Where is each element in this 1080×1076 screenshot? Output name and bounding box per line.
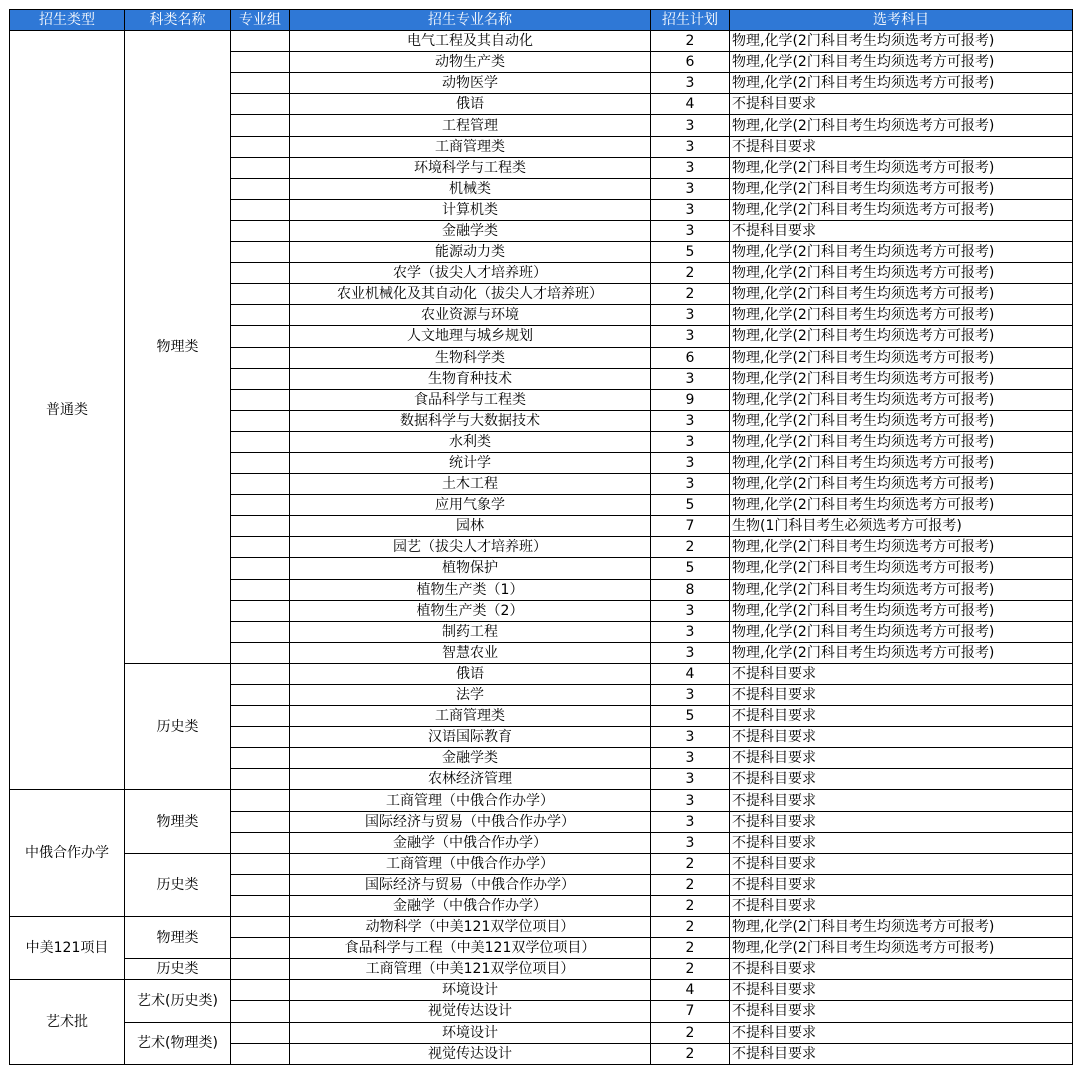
major-group-cell — [231, 1022, 290, 1043]
category-cell: 物理类 — [125, 917, 231, 959]
subject-requirement-cell: 不提科目要求 — [730, 769, 1073, 790]
plan-count-cell: 3 — [651, 748, 730, 769]
major-group-cell — [231, 136, 290, 157]
major-name-cell: 动物生产类 — [290, 52, 651, 73]
major-group-cell — [231, 1001, 290, 1022]
subject-requirement-cell: 物理,化学(2门科目考生均须选考方可报考) — [730, 410, 1073, 431]
major-name-cell: 农业资源与环境 — [290, 305, 651, 326]
table-row — [10, 853, 1073, 874]
subject-requirement-cell: 物理,化学(2门科目考生均须选考方可报考) — [730, 157, 1073, 178]
admission-plan-table — [9, 9, 1073, 1065]
major-name-cell: 农业机械化及其自动化（拔尖人才培养班） — [290, 284, 651, 305]
major-name-cell: 金融学（中俄合作办学） — [290, 895, 651, 916]
category-cell: 艺术(历史类) — [125, 980, 231, 1022]
major-name-cell: 法学 — [290, 685, 651, 706]
major-name-cell: 视觉传达设计 — [290, 1043, 651, 1064]
subject-requirement-cell: 物理,化学(2门科目考生均须选考方可报考) — [730, 368, 1073, 389]
major-name-cell: 园林 — [290, 516, 651, 537]
plan-count-cell: 3 — [651, 727, 730, 748]
subject-requirement-cell: 物理,化学(2门科目考生均须选考方可报考) — [730, 178, 1073, 199]
major-name-cell: 生物育种技术 — [290, 368, 651, 389]
table-row — [10, 980, 1073, 1001]
header-major-group: 专业组 — [231, 10, 290, 31]
major-name-cell: 环境科学与工程类 — [290, 157, 651, 178]
subject-requirement-cell: 物理,化学(2门科目考生均须选考方可报考) — [730, 558, 1073, 579]
category-cell: 历史类 — [125, 853, 231, 916]
header-major-name: 招生专业名称 — [290, 10, 651, 31]
subject-requirement-cell: 不提科目要求 — [730, 685, 1073, 706]
subject-requirement-cell: 不提科目要求 — [730, 832, 1073, 853]
major-name-cell: 人文地理与城乡规划 — [290, 326, 651, 347]
plan-count-cell: 3 — [651, 326, 730, 347]
plan-count-cell: 3 — [651, 431, 730, 452]
subject-requirement-cell: 物理,化学(2门科目考生均须选考方可报考) — [730, 305, 1073, 326]
major-name-cell: 工商管理类 — [290, 136, 651, 157]
major-group-cell — [231, 516, 290, 537]
category-cell: 物理类 — [125, 790, 231, 853]
subject-requirement-cell: 不提科目要求 — [730, 706, 1073, 727]
admission-type-cell: 中俄合作办学 — [10, 790, 125, 917]
admission-plan-table-container — [9, 9, 1073, 1065]
table-row — [10, 790, 1073, 811]
plan-count-cell: 2 — [651, 895, 730, 916]
subject-requirement-cell: 物理,化学(2门科目考生均须选考方可报考) — [730, 917, 1073, 938]
major-group-cell — [231, 938, 290, 959]
plan-count-cell: 3 — [651, 220, 730, 241]
major-group-cell — [231, 31, 290, 52]
subject-requirement-cell: 不提科目要求 — [730, 220, 1073, 241]
plan-count-cell: 9 — [651, 389, 730, 410]
subject-requirement-cell: 物理,化学(2门科目考生均须选考方可报考) — [730, 452, 1073, 473]
plan-count-cell: 5 — [651, 495, 730, 516]
subject-requirement-cell: 不提科目要求 — [730, 94, 1073, 115]
major-group-cell — [231, 474, 290, 495]
category-cell: 艺术(物理类) — [125, 1022, 231, 1064]
major-group-cell — [231, 663, 290, 684]
plan-count-cell: 3 — [651, 305, 730, 326]
major-group-cell — [231, 52, 290, 73]
plan-count-cell: 2 — [651, 284, 730, 305]
subject-requirement-cell: 物理,化学(2门科目考生均须选考方可报考) — [730, 621, 1073, 642]
plan-count-cell: 7 — [651, 516, 730, 537]
header-admission-type: 招生类型 — [10, 10, 125, 31]
table-body — [10, 31, 1073, 1065]
table-row — [10, 1022, 1073, 1043]
subject-requirement-cell: 物理,化学(2门科目考生均须选考方可报考) — [730, 31, 1073, 52]
major-group-cell — [231, 748, 290, 769]
subject-requirement-cell: 不提科目要求 — [730, 663, 1073, 684]
subject-requirement-cell: 不提科目要求 — [730, 1022, 1073, 1043]
major-name-cell: 金融学类 — [290, 220, 651, 241]
major-group-cell — [231, 558, 290, 579]
major-group-cell — [231, 790, 290, 811]
plan-count-cell: 2 — [651, 917, 730, 938]
plan-count-cell: 2 — [651, 31, 730, 52]
plan-count-cell: 3 — [651, 769, 730, 790]
major-name-cell: 数据科学与大数据技术 — [290, 410, 651, 431]
plan-count-cell: 4 — [651, 980, 730, 1001]
plan-count-cell: 2 — [651, 853, 730, 874]
major-name-cell: 应用气象学 — [290, 495, 651, 516]
major-group-cell — [231, 389, 290, 410]
plan-count-cell: 2 — [651, 1022, 730, 1043]
major-name-cell: 金融学（中俄合作办学） — [290, 832, 651, 853]
subject-requirement-cell: 物理,化学(2门科目考生均须选考方可报考) — [730, 73, 1073, 94]
plan-count-cell: 3 — [651, 410, 730, 431]
major-name-cell: 环境设计 — [290, 1022, 651, 1043]
plan-count-cell: 3 — [651, 642, 730, 663]
major-name-cell: 食品科学与工程类 — [290, 389, 651, 410]
plan-count-cell: 3 — [651, 621, 730, 642]
subject-requirement-cell: 物理,化学(2门科目考生均须选考方可报考) — [730, 938, 1073, 959]
admission-type-cell: 中美121项目 — [10, 917, 125, 980]
major-group-cell — [231, 811, 290, 832]
header-row — [10, 10, 1073, 31]
major-name-cell: 农林经济管理 — [290, 769, 651, 790]
major-name-cell: 机械类 — [290, 178, 651, 199]
major-name-cell: 统计学 — [290, 452, 651, 473]
major-name-cell: 金融学类 — [290, 748, 651, 769]
subject-requirement-cell: 不提科目要求 — [730, 790, 1073, 811]
major-group-cell — [231, 832, 290, 853]
major-name-cell: 工商管理（中俄合作办学） — [290, 790, 651, 811]
subject-requirement-cell: 物理,化学(2门科目考生均须选考方可报考) — [730, 199, 1073, 220]
subject-requirement-cell: 不提科目要求 — [730, 895, 1073, 916]
major-group-cell — [231, 853, 290, 874]
major-group-cell — [231, 242, 290, 263]
major-group-cell — [231, 157, 290, 178]
plan-count-cell: 5 — [651, 558, 730, 579]
major-name-cell: 工程管理 — [290, 115, 651, 136]
major-group-cell — [231, 495, 290, 516]
major-group-cell — [231, 980, 290, 1001]
major-group-cell — [231, 917, 290, 938]
subject-requirement-cell: 物理,化学(2门科目考生均须选考方可报考) — [730, 600, 1073, 621]
plan-count-cell: 6 — [651, 347, 730, 368]
major-name-cell: 水利类 — [290, 431, 651, 452]
major-group-cell — [231, 537, 290, 558]
major-group-cell — [231, 326, 290, 347]
subject-requirement-cell: 物理,化学(2门科目考生均须选考方可报考) — [730, 579, 1073, 600]
table-row — [10, 959, 1073, 980]
major-group-cell — [231, 178, 290, 199]
plan-count-cell: 4 — [651, 94, 730, 115]
major-name-cell: 智慧农业 — [290, 642, 651, 663]
subject-requirement-cell: 不提科目要求 — [730, 811, 1073, 832]
subject-requirement-cell: 物理,化学(2门科目考生均须选考方可报考) — [730, 242, 1073, 263]
subject-requirement-cell: 物理,化学(2门科目考生均须选考方可报考) — [730, 347, 1073, 368]
subject-requirement-cell: 物理,化学(2门科目考生均须选考方可报考) — [730, 389, 1073, 410]
major-name-cell: 环境设计 — [290, 980, 651, 1001]
major-group-cell — [231, 368, 290, 389]
subject-requirement-cell: 物理,化学(2门科目考生均须选考方可报考) — [730, 474, 1073, 495]
header-category-name: 科类名称 — [125, 10, 231, 31]
header-plan-count: 招生计划 — [651, 10, 730, 31]
plan-count-cell: 3 — [651, 832, 730, 853]
admission-type-cell: 艺术批 — [10, 980, 125, 1064]
plan-count-cell: 3 — [651, 73, 730, 94]
subject-requirement-cell: 不提科目要求 — [730, 980, 1073, 1001]
subject-requirement-cell: 物理,化学(2门科目考生均须选考方可报考) — [730, 642, 1073, 663]
plan-count-cell: 3 — [651, 685, 730, 706]
major-name-cell: 俄语 — [290, 663, 651, 684]
subject-requirement-cell: 不提科目要求 — [730, 874, 1073, 895]
major-group-cell — [231, 874, 290, 895]
subject-requirement-cell: 物理,化学(2门科目考生均须选考方可报考) — [730, 431, 1073, 452]
major-group-cell — [231, 305, 290, 326]
plan-count-cell: 2 — [651, 1043, 730, 1064]
plan-count-cell: 3 — [651, 811, 730, 832]
plan-count-cell: 2 — [651, 938, 730, 959]
major-name-cell: 土木工程 — [290, 474, 651, 495]
category-cell: 历史类 — [125, 959, 231, 980]
plan-count-cell: 2 — [651, 263, 730, 284]
major-group-cell — [231, 431, 290, 452]
plan-count-cell: 3 — [651, 452, 730, 473]
plan-count-cell: 3 — [651, 178, 730, 199]
major-name-cell: 计算机类 — [290, 199, 651, 220]
subject-requirement-cell: 不提科目要求 — [730, 748, 1073, 769]
plan-count-cell: 5 — [651, 242, 730, 263]
major-name-cell: 园艺（拔尖人才培养班） — [290, 537, 651, 558]
major-group-cell — [231, 706, 290, 727]
plan-count-cell: 3 — [651, 157, 730, 178]
major-name-cell: 动物科学（中美121双学位项目） — [290, 917, 651, 938]
major-name-cell: 能源动力类 — [290, 242, 651, 263]
subject-requirement-cell: 物理,化学(2门科目考生均须选考方可报考) — [730, 52, 1073, 73]
major-name-cell: 农学（拔尖人才培养班） — [290, 263, 651, 284]
subject-requirement-cell: 不提科目要求 — [730, 1043, 1073, 1064]
plan-count-cell: 2 — [651, 959, 730, 980]
major-group-cell — [231, 410, 290, 431]
plan-count-cell: 3 — [651, 790, 730, 811]
major-name-cell: 工商管理类 — [290, 706, 651, 727]
subject-requirement-cell: 不提科目要求 — [730, 1001, 1073, 1022]
major-group-cell — [231, 1043, 290, 1064]
plan-count-cell: 2 — [651, 537, 730, 558]
major-group-cell — [231, 600, 290, 621]
major-group-cell — [231, 220, 290, 241]
plan-count-cell: 3 — [651, 199, 730, 220]
major-name-cell: 工商管理（中美121双学位项目） — [290, 959, 651, 980]
subject-requirement-cell: 物理,化学(2门科目考生均须选考方可报考) — [730, 537, 1073, 558]
subject-requirement-cell: 不提科目要求 — [730, 727, 1073, 748]
major-group-cell — [231, 959, 290, 980]
admission-type-cell: 普通类 — [10, 31, 125, 790]
subject-requirement-cell: 生物(1门科目考生必须选考方可报考) — [730, 516, 1073, 537]
major-name-cell: 食品科学与工程（中美121双学位项目） — [290, 938, 651, 959]
major-group-cell — [231, 727, 290, 748]
category-cell: 物理类 — [125, 31, 231, 664]
header-subject-requirement: 选考科目 — [730, 10, 1073, 31]
subject-requirement-cell: 物理,化学(2门科目考生均须选考方可报考) — [730, 115, 1073, 136]
table-row — [10, 31, 1073, 52]
major-group-cell — [231, 621, 290, 642]
major-group-cell — [231, 263, 290, 284]
major-name-cell: 俄语 — [290, 94, 651, 115]
major-group-cell — [231, 284, 290, 305]
subject-requirement-cell: 不提科目要求 — [730, 959, 1073, 980]
plan-count-cell: 3 — [651, 600, 730, 621]
plan-count-cell: 3 — [651, 368, 730, 389]
table-row — [10, 663, 1073, 684]
plan-count-cell: 8 — [651, 579, 730, 600]
major-name-cell: 植物生产类（1） — [290, 579, 651, 600]
major-group-cell — [231, 642, 290, 663]
major-name-cell: 国际经济与贸易（中俄合作办学） — [290, 811, 651, 832]
major-group-cell — [231, 452, 290, 473]
subject-requirement-cell: 物理,化学(2门科目考生均须选考方可报考) — [730, 495, 1073, 516]
plan-count-cell: 5 — [651, 706, 730, 727]
major-group-cell — [231, 769, 290, 790]
major-group-cell — [231, 685, 290, 706]
major-group-cell — [231, 895, 290, 916]
major-group-cell — [231, 73, 290, 94]
major-group-cell — [231, 579, 290, 600]
plan-count-cell: 4 — [651, 663, 730, 684]
table-row — [10, 917, 1073, 938]
subject-requirement-cell: 不提科目要求 — [730, 136, 1073, 157]
plan-count-cell: 3 — [651, 136, 730, 157]
category-cell: 历史类 — [125, 663, 231, 790]
major-name-cell: 植物保护 — [290, 558, 651, 579]
plan-count-cell: 2 — [651, 874, 730, 895]
major-name-cell: 国际经济与贸易（中俄合作办学） — [290, 874, 651, 895]
plan-count-cell: 6 — [651, 52, 730, 73]
subject-requirement-cell: 物理,化学(2门科目考生均须选考方可报考) — [730, 284, 1073, 305]
subject-requirement-cell: 物理,化学(2门科目考生均须选考方可报考) — [730, 263, 1073, 284]
major-name-cell: 植物生产类（2） — [290, 600, 651, 621]
plan-count-cell: 7 — [651, 1001, 730, 1022]
plan-count-cell: 3 — [651, 474, 730, 495]
major-name-cell: 汉语国际教育 — [290, 727, 651, 748]
major-group-cell — [231, 347, 290, 368]
major-group-cell — [231, 115, 290, 136]
major-group-cell — [231, 199, 290, 220]
plan-count-cell: 3 — [651, 115, 730, 136]
major-name-cell: 制药工程 — [290, 621, 651, 642]
major-group-cell — [231, 94, 290, 115]
major-name-cell: 视觉传达设计 — [290, 1001, 651, 1022]
major-name-cell: 电气工程及其自动化 — [290, 31, 651, 52]
major-name-cell: 生物科学类 — [290, 347, 651, 368]
major-name-cell: 动物医学 — [290, 73, 651, 94]
subject-requirement-cell: 物理,化学(2门科目考生均须选考方可报考) — [730, 326, 1073, 347]
major-name-cell: 工商管理（中俄合作办学） — [290, 853, 651, 874]
subject-requirement-cell: 不提科目要求 — [730, 853, 1073, 874]
